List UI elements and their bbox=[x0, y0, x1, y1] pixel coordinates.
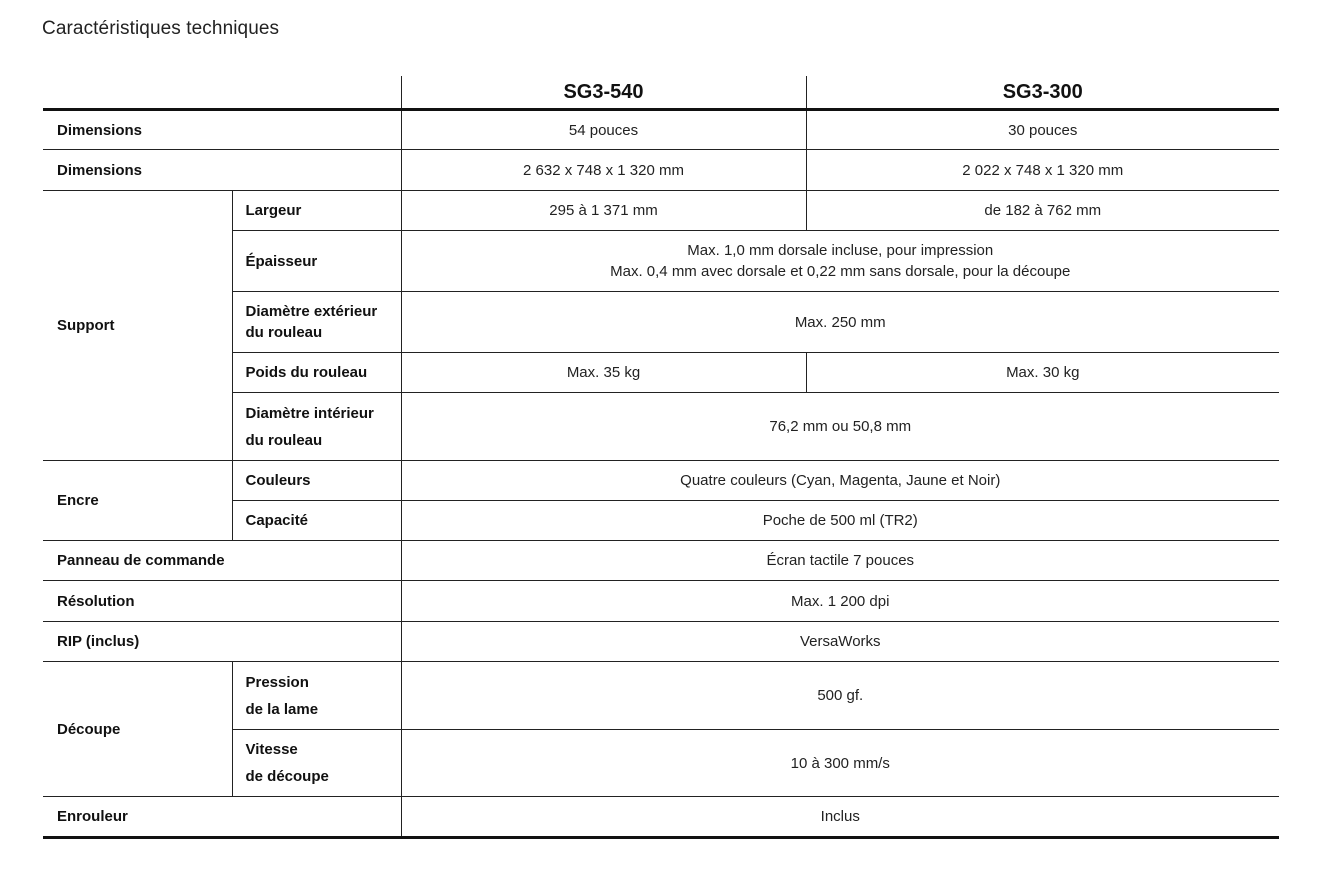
row-label-resolution: Résolution bbox=[43, 581, 401, 622]
table-row bbox=[43, 541, 1279, 581]
page-title: Caractéristiques techniques bbox=[42, 18, 280, 39]
value-sg3-300: Max. 30 kg bbox=[806, 353, 1279, 393]
value-shared: 500 gf. bbox=[401, 662, 1279, 730]
row-label-dimensions-mm: Dimensions bbox=[43, 150, 401, 191]
label-line: du rouleau bbox=[245, 324, 323, 341]
table-row bbox=[43, 581, 1279, 622]
value-sg3-300: 2 022 x 748 x 1 320 mm bbox=[806, 150, 1279, 191]
label-line: Diamètre extérieur bbox=[245, 303, 378, 320]
value-shared: Quatre couleurs (Cyan, Magenta, Jaune et Noir) bbox=[401, 461, 1279, 501]
value-shared: Max. 1 200 dpi bbox=[401, 581, 1279, 622]
value-shared: Écran tactile 7 pouces bbox=[401, 541, 1279, 581]
sub-label-vitesse bbox=[232, 730, 401, 797]
label-line: de découpe bbox=[245, 768, 329, 785]
table-row bbox=[43, 150, 1279, 191]
label-line: Vitesse bbox=[245, 741, 298, 758]
row-label-panneau: Panneau de commande bbox=[43, 541, 401, 581]
sub-label-capacite: Capacité bbox=[232, 501, 401, 541]
value-shared: 10 à 300 mm/s bbox=[401, 730, 1279, 797]
row-label-enrouleur: Enrouleur bbox=[43, 797, 401, 838]
value-sg3-300: 30 pouces bbox=[806, 110, 1279, 150]
value-sg3-540: Max. 35 kg bbox=[401, 353, 806, 393]
row-label-rip: RIP (inclus) bbox=[43, 622, 401, 662]
model-header-sg3-540: SG3-540 bbox=[401, 76, 806, 110]
header-empty-cell bbox=[43, 76, 401, 110]
sub-label-epaisseur: Épaisseur bbox=[232, 231, 401, 292]
row-label-support: Support bbox=[43, 191, 232, 461]
model-header-sg3-300: SG3-300 bbox=[806, 76, 1279, 110]
table-row bbox=[43, 191, 1279, 231]
sub-label-pression bbox=[232, 662, 401, 730]
table-row bbox=[43, 797, 1279, 838]
label-line: Pression bbox=[245, 673, 309, 691]
specs-table bbox=[43, 76, 1279, 839]
table-row bbox=[43, 622, 1279, 662]
label-line: du rouleau bbox=[245, 431, 323, 449]
value-line: Max. 1,0 mm dorsale incluse, pour impression bbox=[687, 242, 994, 259]
table-row bbox=[43, 662, 1279, 730]
label-line: Diamètre intérieur bbox=[245, 404, 374, 422]
table-row bbox=[43, 110, 1279, 150]
sub-label-diametre-interieur bbox=[232, 393, 401, 461]
row-label-decoupe: Découpe bbox=[43, 662, 232, 797]
sub-label-couleurs: Couleurs bbox=[232, 461, 401, 501]
value-sg3-300: de 182 à 762 mm bbox=[806, 191, 1279, 231]
label-line: de la lame bbox=[245, 700, 319, 718]
value-shared: Poche de 500 ml (TR2) bbox=[401, 501, 1279, 541]
value-shared bbox=[401, 231, 1279, 292]
row-label-dimensions: Dimensions bbox=[43, 110, 401, 150]
value-sg3-540: 54 pouces bbox=[401, 110, 806, 150]
value-shared: VersaWorks bbox=[401, 622, 1279, 662]
value-shared: 76,2 mm ou 50,8 mm bbox=[401, 393, 1279, 461]
value-line: Max. 0,4 mm avec dorsale et 0,22 mm sans dorsale, pour la découpe bbox=[610, 263, 1071, 280]
value-shared: Max. 250 mm bbox=[401, 292, 1279, 353]
row-label-encre: Encre bbox=[43, 461, 232, 541]
sub-label-largeur: Largeur bbox=[232, 191, 401, 231]
sub-label-poids: Poids du rouleau bbox=[232, 353, 401, 393]
value-shared: Inclus bbox=[401, 797, 1279, 838]
sub-label-diametre-exterieur bbox=[232, 292, 401, 353]
table-row bbox=[43, 461, 1279, 501]
value-sg3-540: 2 632 x 748 x 1 320 mm bbox=[401, 150, 806, 191]
value-sg3-540: 295 à 1 371 mm bbox=[401, 191, 806, 231]
header-row bbox=[43, 76, 1279, 110]
